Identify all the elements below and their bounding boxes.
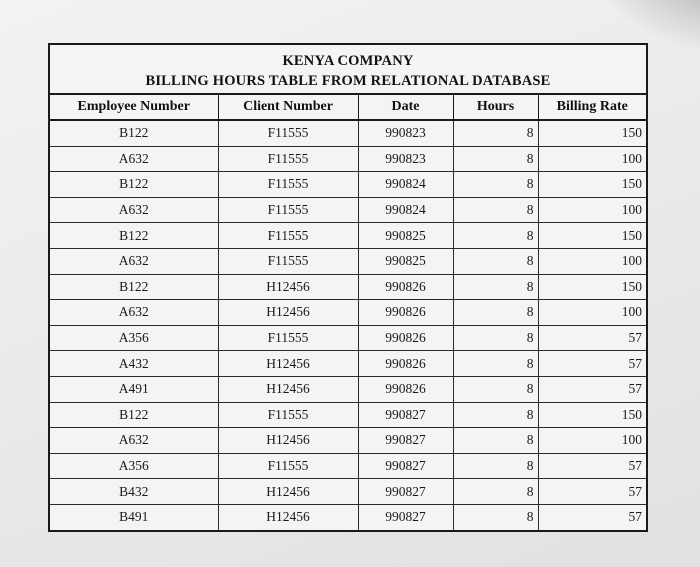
hours-cell: 8 <box>453 325 538 351</box>
date-cell: 990826 <box>358 325 453 351</box>
hours-cell: 8 <box>453 479 538 505</box>
table-row <box>50 146 646 172</box>
hours-cell: 8 <box>453 274 538 300</box>
date-cell: 990826 <box>358 300 453 326</box>
table-row <box>50 300 646 326</box>
header-client-number: Client Number <box>218 94 358 120</box>
date-cell: 990824 <box>358 197 453 223</box>
client-number-cell: F11555 <box>218 172 358 198</box>
hours-cell: 8 <box>453 172 538 198</box>
date-cell: 990826 <box>358 376 453 402</box>
header-hours: Hours <box>453 94 538 120</box>
hours-cell: 8 <box>453 428 538 454</box>
date-cell: 990823 <box>358 120 453 146</box>
client-number-cell: H12456 <box>218 376 358 402</box>
header-employee-number: Employee Number <box>50 94 218 120</box>
date-cell: 990824 <box>358 172 453 198</box>
employee-number-cell: A491 <box>50 376 218 402</box>
table-row <box>50 120 646 146</box>
hours-cell: 8 <box>453 146 538 172</box>
date-cell: 990827 <box>358 428 453 454</box>
hours-cell: 8 <box>453 453 538 479</box>
table-row <box>50 428 646 454</box>
client-number-cell: H12456 <box>218 479 358 505</box>
employee-number-cell: B432 <box>50 479 218 505</box>
employee-number-cell: A632 <box>50 248 218 274</box>
employee-number-cell: A632 <box>50 300 218 326</box>
employee-number-cell: B491 <box>50 504 218 529</box>
table-row <box>50 453 646 479</box>
billing-rate-cell: 150 <box>538 274 646 300</box>
table-row <box>50 274 646 300</box>
client-number-cell: H12456 <box>218 428 358 454</box>
hours-cell: 8 <box>453 351 538 377</box>
header-billing-rate: Billing Rate <box>538 94 646 120</box>
employee-number-cell: B122 <box>50 120 218 146</box>
table-row <box>50 402 646 428</box>
date-cell: 990827 <box>358 402 453 428</box>
company-title: KENYA COMPANY <box>282 53 414 69</box>
client-number-cell: F11555 <box>218 146 358 172</box>
employee-number-cell: A356 <box>50 325 218 351</box>
employee-number-cell: A356 <box>50 453 218 479</box>
hours-cell: 8 <box>453 248 538 274</box>
table-row <box>50 351 646 377</box>
billing-rate-cell: 57 <box>538 376 646 402</box>
billing-rate-cell: 57 <box>538 453 646 479</box>
table-row <box>50 172 646 198</box>
hours-cell: 8 <box>453 197 538 223</box>
employee-number-cell: B122 <box>50 223 218 249</box>
employee-number-cell: A632 <box>50 428 218 454</box>
billing-rate-cell: 57 <box>538 479 646 505</box>
date-cell: 990825 <box>358 223 453 249</box>
billing-rate-cell: 100 <box>538 146 646 172</box>
table-row <box>50 325 646 351</box>
employee-number-cell: A632 <box>50 197 218 223</box>
billing-rate-cell: 57 <box>538 504 646 529</box>
billing-rate-cell: 150 <box>538 120 646 146</box>
billing-rate-cell: 150 <box>538 402 646 428</box>
table-row <box>50 479 646 505</box>
header-row <box>50 94 646 120</box>
hours-cell: 8 <box>453 120 538 146</box>
employee-number-cell: A632 <box>50 146 218 172</box>
client-number-cell: H12456 <box>218 274 358 300</box>
hours-cell: 8 <box>453 504 538 529</box>
employee-number-cell: B122 <box>50 402 218 428</box>
client-number-cell: H12456 <box>218 300 358 326</box>
client-number-cell: F11555 <box>218 248 358 274</box>
hours-cell: 8 <box>453 376 538 402</box>
date-cell: 990827 <box>358 479 453 505</box>
table-body <box>50 120 646 530</box>
billing-rate-cell: 100 <box>538 300 646 326</box>
client-number-cell: F11555 <box>218 402 358 428</box>
billing-rate-cell: 100 <box>538 428 646 454</box>
client-number-cell: H12456 <box>218 351 358 377</box>
client-number-cell: F11555 <box>218 197 358 223</box>
data-table <box>50 93 646 530</box>
billing-hours-table <box>48 43 648 532</box>
hours-cell: 8 <box>453 402 538 428</box>
table-row <box>50 223 646 249</box>
date-cell: 990827 <box>358 453 453 479</box>
table-row <box>50 504 646 529</box>
table-title: BILLING HOURS TABLE FROM RELATIONAL DATABASE <box>145 73 551 89</box>
client-number-cell: F11555 <box>218 120 358 146</box>
date-cell: 990823 <box>358 146 453 172</box>
date-cell: 990826 <box>358 351 453 377</box>
hours-cell: 8 <box>453 300 538 326</box>
employee-number-cell: B122 <box>50 172 218 198</box>
client-number-cell: F11555 <box>218 223 358 249</box>
table-caption <box>50 45 646 93</box>
billing-rate-cell: 150 <box>538 223 646 249</box>
client-number-cell: H12456 <box>218 504 358 529</box>
table-row <box>50 197 646 223</box>
billing-rate-cell: 57 <box>538 351 646 377</box>
client-number-cell: F11555 <box>218 453 358 479</box>
employee-number-cell: B122 <box>50 274 218 300</box>
employee-number-cell: A432 <box>50 351 218 377</box>
client-number-cell: F11555 <box>218 325 358 351</box>
table-row <box>50 376 646 402</box>
header-date: Date <box>358 94 453 120</box>
date-cell: 990826 <box>358 274 453 300</box>
hours-cell: 8 <box>453 223 538 249</box>
table-row <box>50 248 646 274</box>
date-cell: 990825 <box>358 248 453 274</box>
billing-rate-cell: 150 <box>538 172 646 198</box>
billing-rate-cell: 57 <box>538 325 646 351</box>
billing-rate-cell: 100 <box>538 197 646 223</box>
date-cell: 990827 <box>358 504 453 529</box>
billing-rate-cell: 100 <box>538 248 646 274</box>
